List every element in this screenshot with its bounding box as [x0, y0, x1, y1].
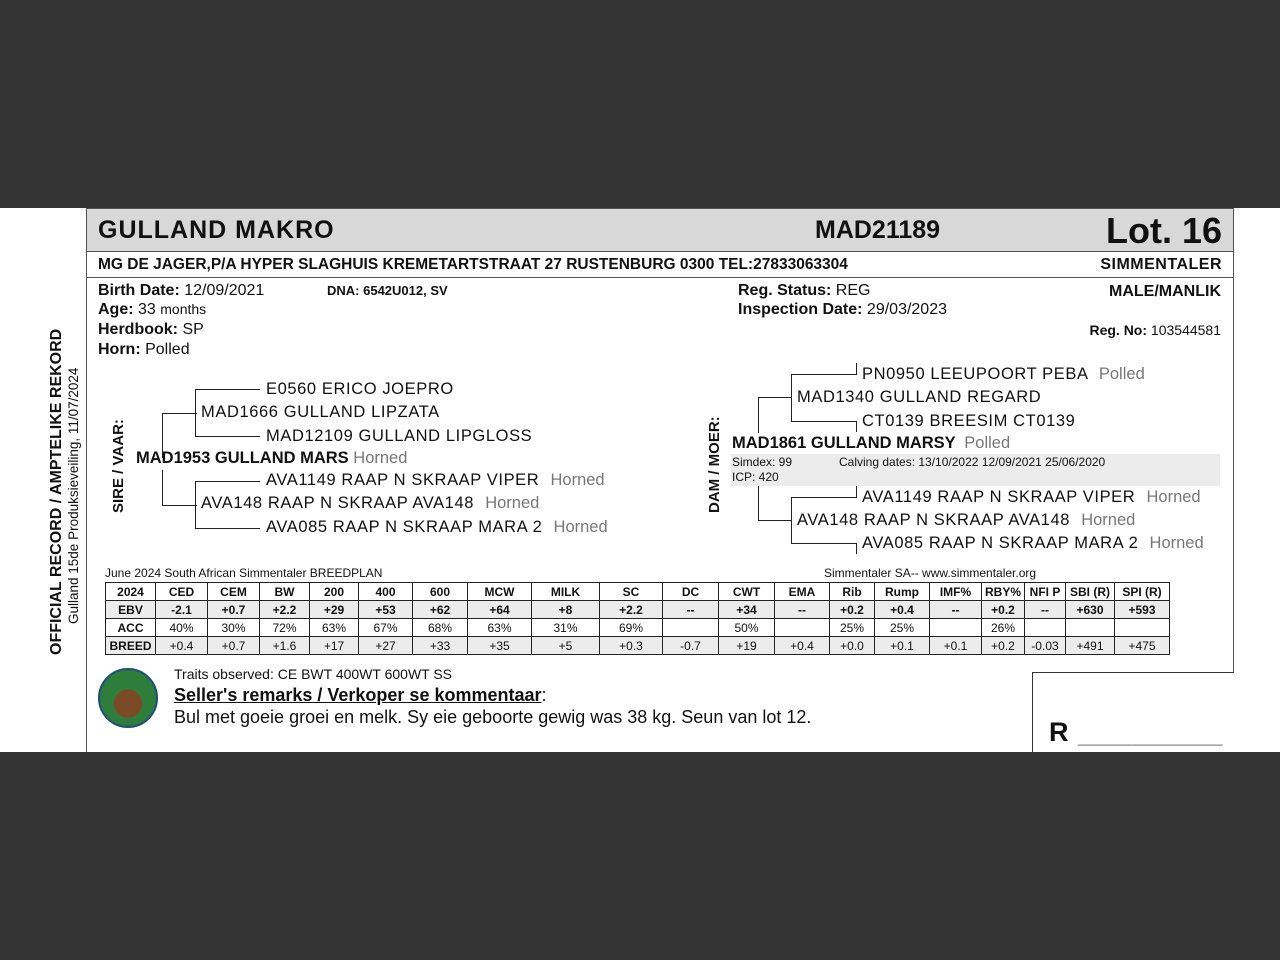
table-cell: SPI (R) — [1115, 583, 1170, 601]
sire-dam-sire-name: AVA1149 RAAP N SKRAAP VIPER Horned — [266, 471, 605, 489]
dam-tree-line — [856, 363, 857, 374]
dam-tree-line — [791, 421, 857, 422]
table-row-ebv — [106, 601, 1170, 619]
herdbook: Herdbook: SP — [98, 321, 204, 338]
breedplan-website: Simmentaler SA-- www.simmentaler.org — [824, 566, 1037, 580]
table-cell: +53 — [359, 601, 413, 619]
lot-number: Lot. 16 — [1105, 210, 1222, 251]
table-cell — [663, 619, 719, 637]
dam-tree-line — [791, 543, 857, 544]
dam-dam-name: AVA148 RAAP N SKRAAP AVA148 Horned — [797, 511, 1136, 529]
dam-tree-line — [791, 374, 857, 375]
table-cell — [1025, 619, 1066, 637]
table-cell — [1115, 619, 1170, 637]
dam-tree-line — [758, 520, 792, 521]
dam-dam-sire-name: AVA1149 RAAP N SKRAAP VIPER Horned — [862, 488, 1201, 506]
table-cell: +29 — [310, 601, 359, 619]
sire-sire-name: E0560 ERICO JOEPRO — [266, 380, 454, 398]
sex-label: MALE/MANLIK — [1109, 283, 1221, 300]
table-cell: +593 — [1115, 601, 1170, 619]
dam-tree-line — [791, 497, 857, 498]
table-cell: +0.7 — [208, 601, 260, 619]
table-cell: +0.4 — [775, 637, 830, 655]
simmentaler-logo-icon — [98, 668, 158, 728]
table-cell — [930, 619, 982, 637]
table-cell: +0.2 — [830, 601, 875, 619]
registration-code: MAD21189 — [815, 216, 941, 244]
sellers-remarks-text: Bul met goeie groei en melk. Sy eie geboorte gewig was 38 kg. Seun van lot 12. — [174, 707, 812, 727]
official-record-label: OFFICIAL RECORD / AMPTELIKE REKORD — [48, 328, 65, 655]
dam-tree-line — [758, 486, 759, 520]
sire-tree-line — [195, 389, 196, 436]
sire-dam-dam-name: AVA085 RAAP N SKRAAP MARA 2 Horned — [266, 518, 608, 536]
table-cell: +0.2 — [982, 601, 1025, 619]
table-cell: +0.2 — [982, 637, 1025, 655]
sire-tree-line — [162, 413, 197, 414]
table-cell: -- — [775, 601, 830, 619]
table-cell: CEM — [208, 583, 260, 601]
owner-address: MG DE JAGER,P/A HYPER SLAGHUIS KREMETARTSTRAAT 27 RUSTENBURG 0300 TEL:27833063304 — [98, 256, 848, 273]
table-cell: +1.6 — [260, 637, 310, 655]
dam-dam-dam-name: AVA085 RAAP N SKRAAP MARA 2 Horned — [862, 534, 1204, 552]
table-cell: +34 — [719, 601, 775, 619]
dam-tree-line — [791, 374, 792, 421]
table-cell: Rib — [830, 583, 875, 601]
table-cell: +2.2 — [600, 601, 663, 619]
table-cell: SBI (R) — [1066, 583, 1115, 601]
table-cell: +2.2 — [260, 601, 310, 619]
sire-tree-line — [195, 481, 196, 528]
sellers-remarks-heading: Seller's remarks / Verkoper se kommentaar: — [174, 685, 547, 705]
price-line: ____________________ — [1078, 731, 1223, 746]
table-cell: 25% — [830, 619, 875, 637]
table-cell: +0.1 — [930, 637, 982, 655]
table-cell: RBY% — [982, 583, 1025, 601]
table-cell: +27 — [359, 637, 413, 655]
table-cell — [775, 619, 830, 637]
birth-date: Birth Date: 12/09/2021 — [98, 282, 265, 299]
table-cell: +35 — [468, 637, 532, 655]
dam-tree-line — [758, 397, 792, 398]
price-currency: R — [1049, 717, 1069, 747]
sire-tree-line — [162, 505, 197, 506]
table-cell: -- — [930, 601, 982, 619]
table-cell: +8 — [532, 601, 600, 619]
sire-tree-line — [195, 389, 260, 390]
table-cell: 68% — [413, 619, 468, 637]
table-cell: 67% — [359, 619, 413, 637]
traits-observed: Traits observed: CE BWT 400WT 600WT SS — [174, 666, 453, 682]
right-border — [1233, 278, 1234, 672]
table-cell: BREED — [106, 637, 156, 655]
table-cell: +0.7 — [208, 637, 260, 655]
table-cell: -0.7 — [663, 637, 719, 655]
table-cell: +0.3 — [600, 637, 663, 655]
table-cell: +630 — [1066, 601, 1115, 619]
table-cell: +5 — [532, 637, 600, 655]
dam-tree-line — [791, 497, 792, 543]
breedplan-caption: June 2024 South African Simmentaler BREEDPLAN — [105, 566, 383, 580]
table-cell: 600 — [413, 583, 468, 601]
sire-dam-name: AVA148 RAAP N SKRAAP AVA148 Horned — [201, 494, 540, 512]
price-box[interactable] — [1032, 672, 1234, 752]
table-cell: MCW — [468, 583, 532, 601]
table-cell: +64 — [468, 601, 532, 619]
table-header-row — [106, 583, 1170, 601]
dna-info: DNA: 6542U012, SV — [327, 283, 448, 298]
dam-sire-name: MAD1340 GULLAND REGARD — [797, 388, 1042, 406]
dam-tree-line — [758, 397, 759, 433]
table-cell: 50% — [719, 619, 775, 637]
animal-name: GULLAND MAKRO — [98, 216, 335, 244]
dam-name: MAD1861 GULLAND MARSY Polled — [732, 434, 1011, 452]
dam-tree-line — [856, 421, 857, 432]
table-cell: 2024 — [106, 583, 156, 601]
sire-section-label: SIRE / VAAR: — [110, 419, 127, 513]
table-cell: +491 — [1066, 637, 1115, 655]
icp: ICP: 420 — [732, 470, 779, 484]
table-cell: Rump — [875, 583, 930, 601]
sire-tree-line — [195, 436, 260, 437]
table-cell: EBV — [106, 601, 156, 619]
sale-name-label: Gulland 15de Produksieveiling, 11/07/2024 — [66, 367, 81, 624]
sire-tree-line — [195, 481, 260, 482]
table-cell: BW — [260, 583, 310, 601]
sire-sire-parent-name: MAD1666 GULLAND LIPZATA — [201, 403, 440, 421]
dam-sire-dam-name: CT0139 BREESIM CT0139 — [862, 412, 1076, 430]
table-cell: +475 — [1115, 637, 1170, 655]
table-cell: 26% — [982, 619, 1025, 637]
table-cell: +0.0 — [830, 637, 875, 655]
table-cell: +17 — [310, 637, 359, 655]
table-cell: +0.1 — [875, 637, 930, 655]
breed-name: SIMMENTALER — [1100, 256, 1222, 273]
sire-tree-line — [162, 470, 163, 505]
sire-name: MAD1953 GULLAND MARS Horned — [136, 449, 408, 467]
table-cell: MILK — [532, 583, 600, 601]
table-cell: NFI P — [1025, 583, 1066, 601]
left-border — [86, 278, 87, 752]
table-cell — [1066, 619, 1115, 637]
dam-stats-box — [731, 454, 1220, 486]
table-cell: 31% — [532, 619, 600, 637]
table-cell: +0.4 — [875, 601, 930, 619]
table-cell: 30% — [208, 619, 260, 637]
simdex: Simdex: 99 — [732, 455, 793, 469]
dam-tree-line — [856, 486, 857, 497]
table-cell: +0.4 — [156, 637, 208, 655]
animal-record-card — [0, 208, 1280, 752]
sire-tree-line — [195, 528, 260, 529]
dam-section-label: DAM / MOER: — [706, 416, 723, 513]
table-cell: IMF% — [930, 583, 982, 601]
owner-bar — [86, 252, 1234, 278]
table-cell: 400 — [359, 583, 413, 601]
table-cell: SC — [600, 583, 663, 601]
table-cell: +33 — [413, 637, 468, 655]
horn-status: Horn: Polled — [98, 341, 190, 358]
table-cell: DC — [663, 583, 719, 601]
table-cell: +19 — [719, 637, 775, 655]
reg-status: Reg. Status: REG — [738, 282, 871, 299]
table-cell: 63% — [468, 619, 532, 637]
table-cell: 25% — [875, 619, 930, 637]
table-cell: 40% — [156, 619, 208, 637]
table-cell: -2.1 — [156, 601, 208, 619]
table-cell: -- — [1025, 601, 1066, 619]
inspection-date: Inspection Date: 29/03/2023 — [738, 301, 947, 318]
table-cell: -0.03 — [1025, 637, 1066, 655]
dam-tree-line — [856, 543, 857, 554]
dam-sire-sire-name: PN0950 LEEUPOORT PEBA Polled — [862, 365, 1145, 383]
table-cell: 72% — [260, 619, 310, 637]
calving-dates: Calving dates: 13/10/2022 12/09/2021 25/06/2020 — [839, 455, 1106, 469]
table-row-breed — [106, 637, 1170, 655]
table-cell: ACC — [106, 619, 156, 637]
table-cell: 200 — [310, 583, 359, 601]
table-row-acc — [106, 619, 1170, 637]
title-bar — [86, 208, 1234, 252]
table-cell: -- — [663, 601, 719, 619]
ebv-table — [105, 582, 1170, 655]
table-cell: +62 — [413, 601, 468, 619]
table-cell: CED — [156, 583, 208, 601]
reg-number: Reg. No: 103544581 — [1089, 322, 1221, 338]
table-cell: 69% — [600, 619, 663, 637]
table-cell: CWT — [719, 583, 775, 601]
sire-sire-dam-name: MAD12109 GULLAND LIPGLOSS — [266, 427, 533, 445]
table-cell: 63% — [310, 619, 359, 637]
table-cell: EMA — [775, 583, 830, 601]
age: Age: 33 months — [98, 301, 207, 318]
